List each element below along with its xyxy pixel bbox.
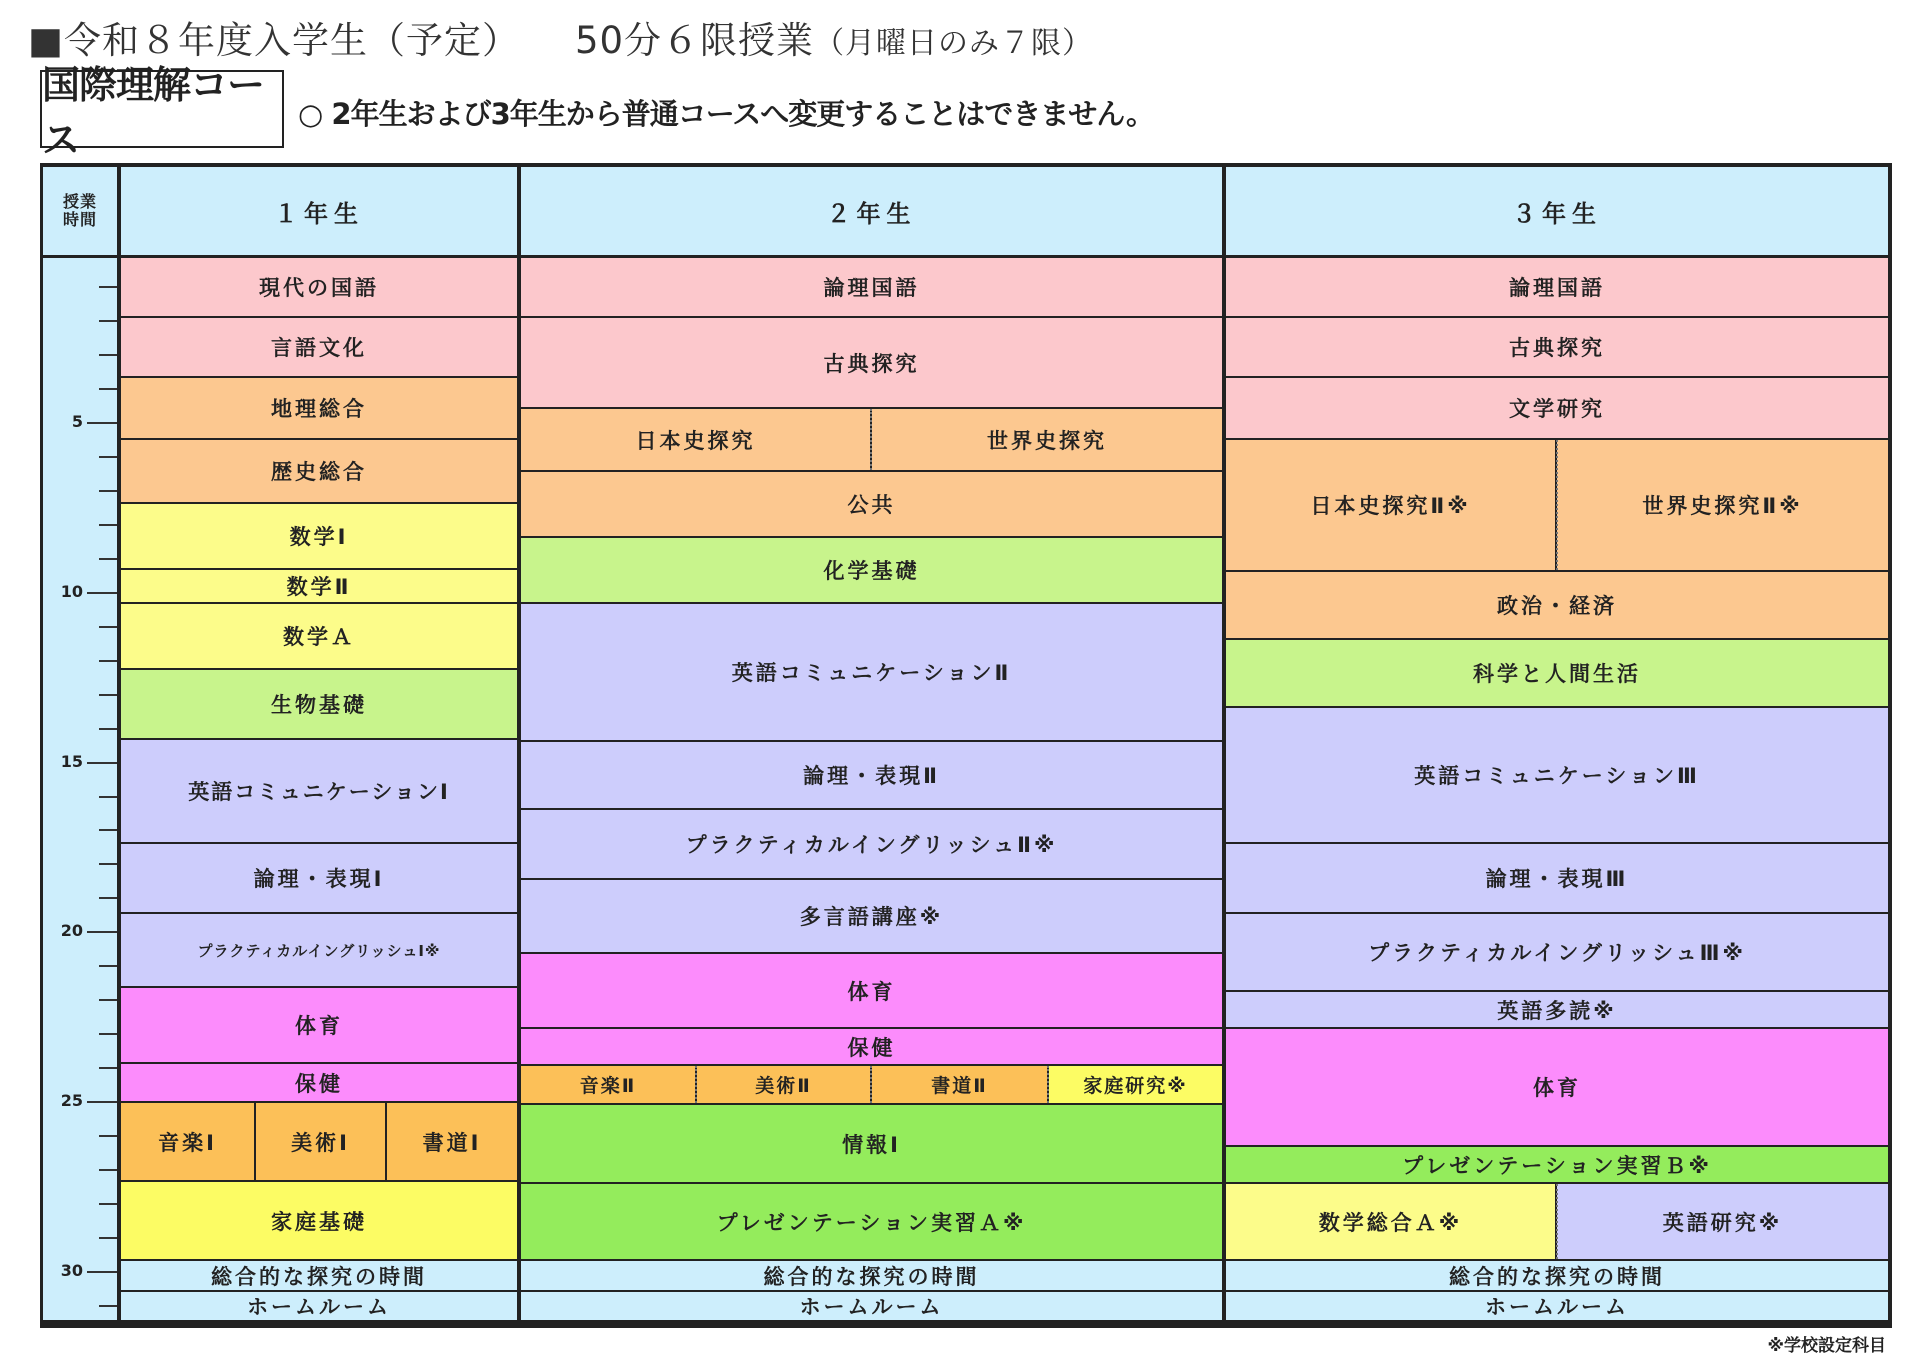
axis-tick <box>87 762 117 764</box>
year3-subject: 古典探究 <box>1226 318 1888 376</box>
year2-subject: 英語コミュニケーションⅡ <box>521 604 1222 740</box>
year3-subject: 政治・経済 <box>1226 572 1888 638</box>
year1-subject: プラクティカルイングリッシュⅠ※ <box>121 914 517 986</box>
subject-divider <box>1047 1066 1049 1103</box>
year-header-3: ３年生 <box>1226 167 1888 255</box>
subject-divider <box>870 1066 872 1103</box>
year2-subject: 公共 <box>521 472 1222 536</box>
year2-subject: 情報Ⅰ <box>521 1105 1222 1182</box>
year2-subject: 書道Ⅱ <box>872 1066 1047 1103</box>
axis-tick <box>99 897 117 899</box>
axis-tick <box>99 1305 117 1307</box>
year1-subject: 地理総合 <box>121 378 517 438</box>
axis-tick <box>99 660 117 662</box>
year1-subject: 総合的な探究の時間 <box>121 1261 517 1290</box>
axis-tick <box>87 1271 117 1273</box>
year2-subject: 保健 <box>521 1029 1222 1064</box>
year2-subject: ホームルーム <box>521 1292 1222 1320</box>
year3-subject: 数学総合Ａ※ <box>1226 1184 1555 1259</box>
year3-subject: 世界史探究Ⅱ※ <box>1557 440 1888 570</box>
year1-subject: 現代の国語 <box>121 258 517 316</box>
axis-tick <box>99 1135 117 1137</box>
year2-subject: 論理・表現Ⅱ <box>521 742 1222 808</box>
year1-subject: 数学Ａ <box>121 604 517 668</box>
year2-subject: 多言語講座※ <box>521 880 1222 952</box>
year1-subject: 英語コミュニケーションⅠ <box>121 740 517 842</box>
axis-tick <box>99 728 117 730</box>
axis-tick-label: 5 <box>71 412 83 431</box>
year2-subject: 総合的な探究の時間 <box>521 1261 1222 1290</box>
axis-tick-label: 20 <box>60 921 83 940</box>
axis-tick <box>99 286 117 288</box>
year3-subject: 総合的な探究の時間 <box>1226 1261 1888 1290</box>
axis-tick <box>99 388 117 390</box>
year-header-2: ２年生 <box>521 167 1222 255</box>
axis-tick <box>99 320 117 322</box>
axis-tick <box>99 524 117 526</box>
footnote: ※学校設定科目 <box>1767 1336 1886 1356</box>
year1-subject: 論理・表現Ⅰ <box>121 844 517 912</box>
year3-subject: 論理・表現Ⅲ <box>1226 844 1888 912</box>
year1-subject: 音楽Ⅰ <box>121 1103 254 1180</box>
year1-subject: 書道Ⅰ <box>387 1103 517 1180</box>
year2-subject: 世界史探究 <box>872 409 1222 470</box>
year3-subject: 英語コミュニケーションⅢ <box>1226 708 1888 842</box>
course-name-box: 国際理解コース <box>40 70 284 148</box>
year1-subject: 数学Ⅰ <box>121 504 517 568</box>
axis-tick-label: 30 <box>60 1261 83 1280</box>
axis-tick <box>99 999 117 1001</box>
axis-tick <box>87 422 117 424</box>
year1-subject: 保健 <box>121 1064 517 1101</box>
year2-subject: 古典探究 <box>521 318 1222 407</box>
course-note: ○ 2年生および3年生から普通コースへ変更することはできません。 <box>298 97 1155 131</box>
year2-subject: 論理国語 <box>521 258 1222 316</box>
axis-tick <box>99 456 117 458</box>
axis-tick <box>99 1033 117 1035</box>
axis-header: 授業時間 <box>43 167 117 255</box>
title-note: （月曜日のみ７限） <box>814 26 1094 61</box>
title-sub: 50分６限授業 <box>574 19 815 62</box>
axis-tick <box>99 694 117 696</box>
axis-tick <box>99 626 117 628</box>
year1-subject: 数学Ⅱ <box>121 570 517 602</box>
year1-subject: 美術Ⅰ <box>256 1103 385 1180</box>
axis-tick <box>99 354 117 356</box>
year2-subject: 美術Ⅱ <box>697 1066 870 1103</box>
axis-tick <box>99 558 117 560</box>
year1-subject: 歴史総合 <box>121 440 517 502</box>
year3-subject: 論理国語 <box>1226 258 1888 316</box>
axis-tick <box>87 1101 117 1103</box>
axis-tick <box>99 863 117 865</box>
axis-tick <box>99 490 117 492</box>
year1-subject: 家庭基礎 <box>121 1182 517 1259</box>
year2-subject: 家庭研究※ <box>1049 1066 1222 1103</box>
year3-subject: 英語研究※ <box>1557 1184 1888 1259</box>
axis-tick <box>99 1237 117 1239</box>
subject-divider <box>870 409 872 470</box>
axis-tick-label: 25 <box>60 1091 83 1110</box>
year1-subject: ホームルーム <box>121 1292 517 1320</box>
year2-subject: 化学基礎 <box>521 538 1222 602</box>
year3-subject: プラクティカルイングリッシュⅢ※ <box>1226 914 1888 990</box>
axis-tick <box>87 592 117 594</box>
year1-subject: 生物基礎 <box>121 670 517 738</box>
axis-tick <box>87 931 117 933</box>
year2-subject: 体育 <box>521 954 1222 1027</box>
subject-divider <box>695 1066 697 1103</box>
year2-subject: プラクティカルイングリッシュⅡ※ <box>521 810 1222 878</box>
axis-tick <box>99 796 117 798</box>
year3-subject: プレゼンテーション実習Ｂ※ <box>1226 1147 1888 1182</box>
year3-subject: 日本史探究Ⅱ※ <box>1226 440 1555 570</box>
subject-divider <box>1556 440 1558 570</box>
period-axis <box>43 258 117 1320</box>
axis-tick-label: 10 <box>60 582 83 601</box>
year3-subject: 科学と人間生活 <box>1226 640 1888 706</box>
year2-subject: 日本史探究 <box>521 409 870 470</box>
axis-tick <box>99 1203 117 1205</box>
subject-divider <box>1556 1184 1558 1259</box>
year2-subject: プレゼンテーション実習Ａ※ <box>521 1184 1222 1259</box>
axis-tick <box>99 965 117 967</box>
axis-tick <box>99 829 117 831</box>
year3-subject: 文学研究 <box>1226 378 1888 438</box>
year2-subject: 音楽Ⅱ <box>521 1066 695 1103</box>
year3-subject: 英語多読※ <box>1226 992 1888 1027</box>
year3-subject: 体育 <box>1226 1029 1888 1145</box>
year1-subject: 体育 <box>121 988 517 1062</box>
year-header-1: １年生 <box>121 167 517 255</box>
title-main: ■令和８年度入学生（予定） <box>28 19 520 62</box>
axis-tick <box>99 1169 117 1171</box>
curriculum-table <box>40 163 1892 1328</box>
axis-tick <box>99 1067 117 1069</box>
year3-subject: ホームルーム <box>1226 1292 1888 1320</box>
axis-tick-label: 15 <box>60 752 83 771</box>
year1-subject: 言語文化 <box>121 318 517 376</box>
